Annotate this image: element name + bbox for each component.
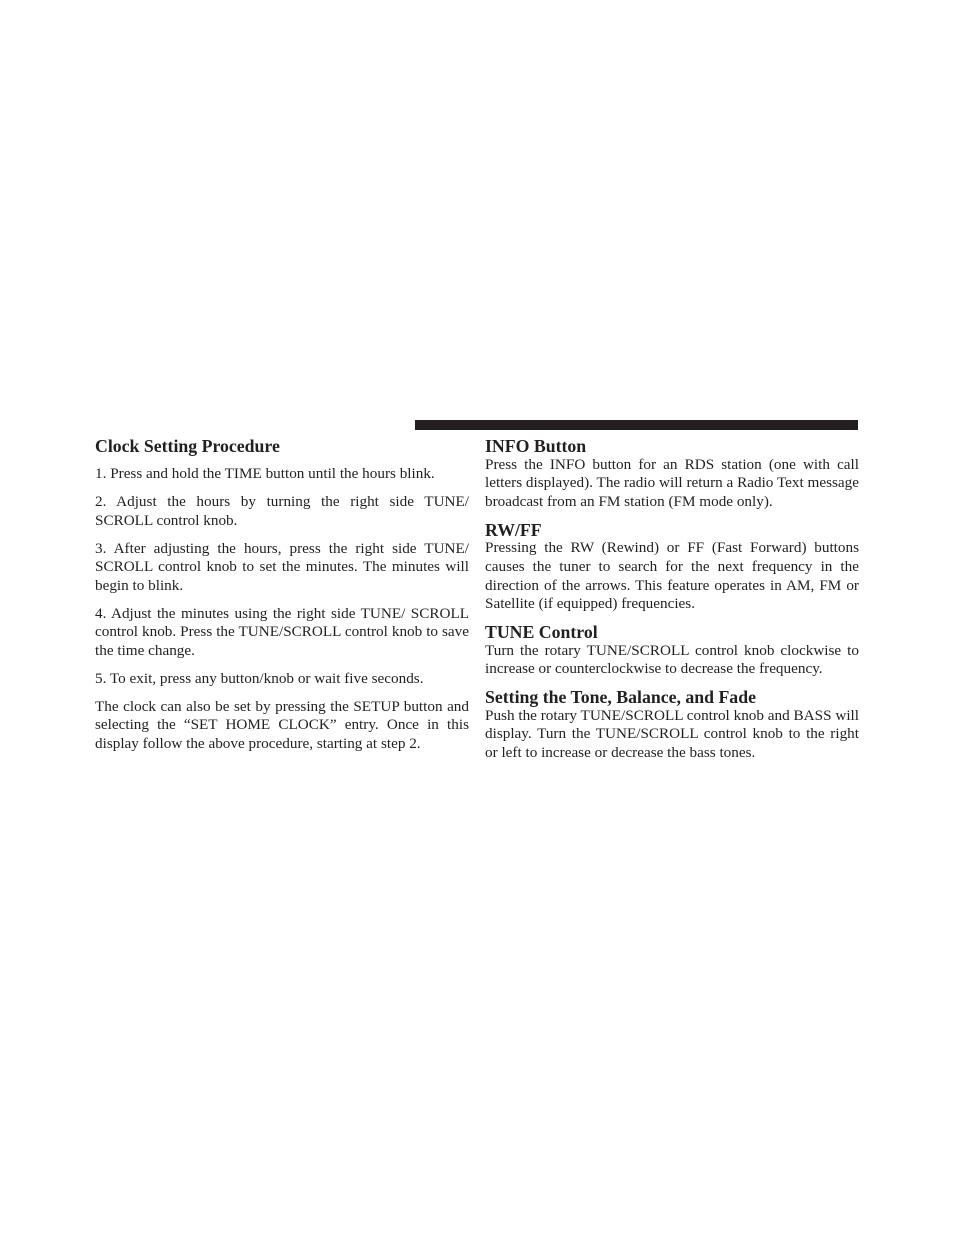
right-column — [485, 437, 859, 772]
info-button-body: Press the INFO button for an RDS station (one with call letters displayed). The radio will return a Radio Text message broadcast from an FM station (FM mode only). — [485, 455, 859, 510]
rw-ff-body: Pressing the RW (Rewind) or FF (Fast Forward) buttons causes the tuner to search for the next frequency in the direction of the arrows. This feature operates in AM, FM or Satellite (if equipped) frequencies. — [485, 539, 859, 613]
tune-control-heading: TUNE Control — [485, 622, 598, 643]
step-4-paragraph: 4. Adjust the minutes using the right side TUNE/ SCROLL control knob. Press the TUNE/SCROLL control knob to save the time change. — [95, 604, 469, 659]
step-3-paragraph: 3. After adjusting the hours, press the right side TUNE/ SCROLL control knob to set the minutes. The minutes will begin to blink. — [95, 539, 469, 594]
step-5-paragraph: 5. To exit, press any button/knob or wait five seconds. — [95, 669, 424, 687]
step-2-paragraph: 2. Adjust the hours by turning the right side TUNE/ SCROLL control knob. — [95, 492, 469, 529]
left-column — [95, 437, 469, 763]
rw-ff-section — [485, 521, 859, 614]
info-button-section — [485, 437, 859, 511]
step-1-paragraph: 1. Press and hold the TIME button until the hours blink. — [95, 464, 435, 482]
tune-control-body: Turn the rotary TUNE/SCROLL control knob clockwise to increase or counterclockwise to decrease the frequency. — [485, 641, 859, 678]
info-button-heading: INFO Button — [485, 436, 587, 456]
tone-balance-fade-heading: Setting the Tone, Balance, and Fade — [485, 687, 756, 708]
rw-ff-heading: RW/FF — [485, 519, 542, 540]
clock-setting-heading: Clock Setting Procedure — [95, 436, 280, 456]
setup-note-paragraph: The clock can also be set by pressing the SETUP button and selecting the “SET HOME CLOCK” entry. Once in this display follow the above procedure, starting at step 2. — [95, 697, 469, 753]
section-header-bar — [415, 420, 858, 430]
tone-balance-fade-section — [485, 688, 859, 762]
tune-control-section — [485, 623, 859, 679]
tone-balance-fade-body: Push the rotary TUNE/SCROLL control knob and BASS will display. Turn the TUNE/SCROLL control knob to the right or left to increase or decrease the bass tones. — [485, 706, 859, 762]
